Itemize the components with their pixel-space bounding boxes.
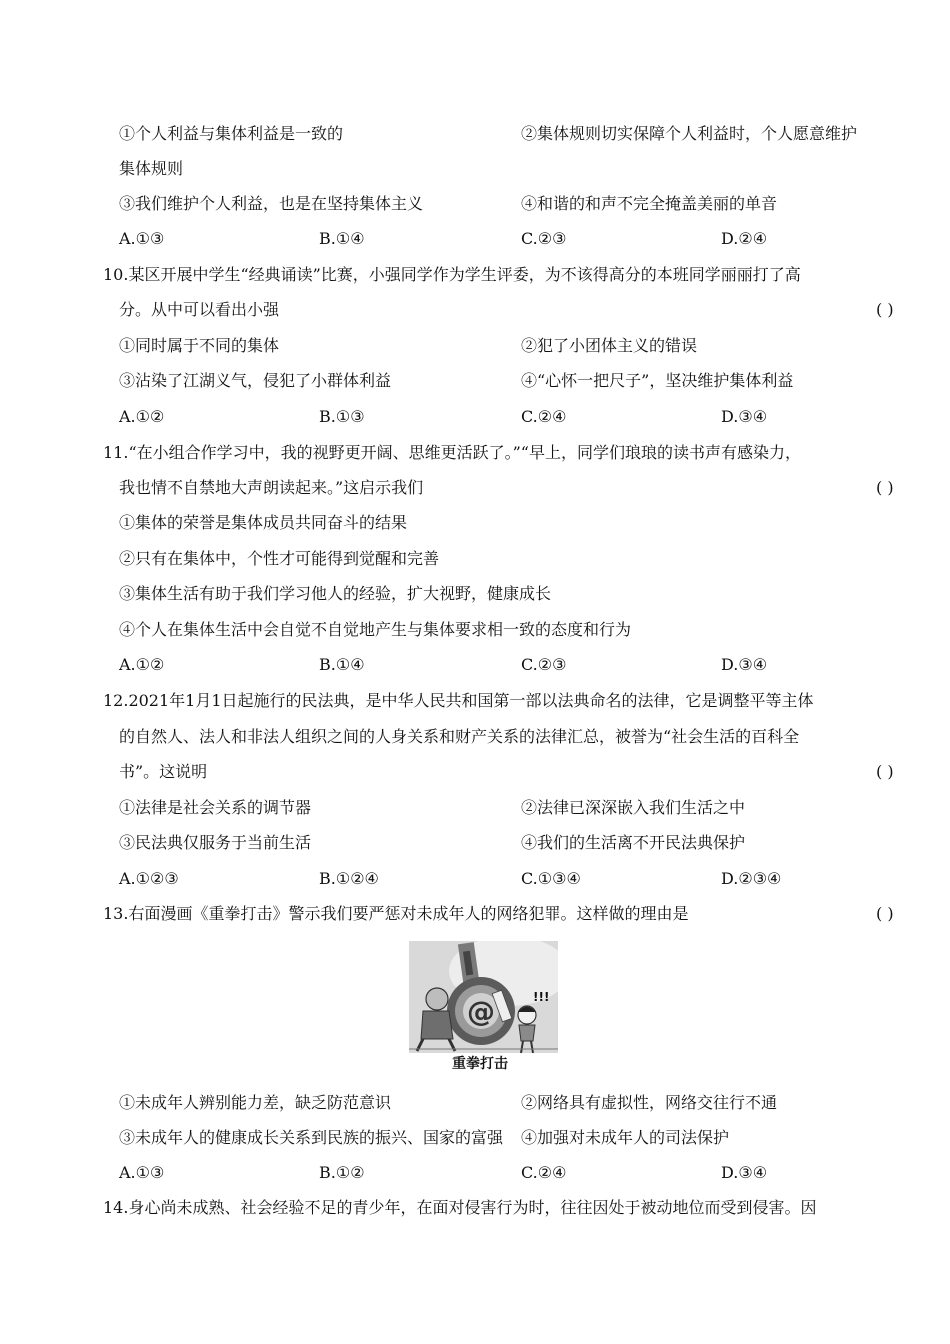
q10-option-d: D.③④ [721, 407, 768, 426]
q12-option-c: C.①③④ [521, 869, 581, 888]
q13-statement-3: ③未成年人的健康成长关系到民族的振兴、国家的富强 [119, 1128, 504, 1147]
q10-statement-3: ③沾染了江湖义气，侵犯了小群体利益 [119, 371, 392, 390]
q12-stem-line-2: 的自然人、法人和非法人组织之间的人身关系和财产关系的法律汇总，被誉为“社会生活的百科全 [119, 727, 800, 746]
q12-stem-line-3: 书”。这说明 [119, 762, 208, 781]
q10-option-a: A.①② [119, 407, 165, 426]
q12-option-a: A.①②③ [119, 869, 179, 888]
q13-statement-2: ②网络具有虚拟性，网络交往行不通 [521, 1093, 778, 1112]
q11-statement-1: ①集体的荣誉是集体成员共同奋斗的结果 [119, 513, 408, 532]
q11-option-b: B.①④ [319, 655, 365, 674]
svg-text:!!!: !!! [533, 990, 550, 1004]
q13-stem-line-1: 13.右面漫画《重拳打击》警示我们要严惩对未成年人的网络犯罪。这样做的理由是 [103, 904, 689, 923]
q9-statement-3: ③我们维护个人利益，也是在坚持集体主义 [119, 194, 424, 213]
q13-statement-4: ④加强对未成年人的司法保护 [521, 1128, 730, 1147]
q10-stem-line-2: 分。从中可以看出小强 [119, 300, 280, 319]
q12-answer-bracket: ( ) [876, 762, 894, 781]
q9-option-c: C.②③ [521, 229, 567, 248]
q9-statement-1: ①个人利益与集体利益是一致的 [119, 124, 344, 143]
q12-statement-4: ④我们的生活离不开民法典保护 [521, 833, 746, 852]
q9-statement-2-cont: 集体规则 [119, 159, 184, 178]
q13-statement-1: ①未成年人辨别能力差，缺乏防范意识 [119, 1093, 392, 1112]
q13-option-d: D.③④ [721, 1163, 768, 1182]
q10-statement-1: ①同时属于不同的集体 [119, 336, 280, 355]
q13-option-a: A.①③ [119, 1163, 165, 1182]
q12-stem-line-1: 12.2021年1月1日起施行的民法典，是中华人民共和国第一部以法典命名的法律，它是调整平等主体 [103, 691, 814, 710]
q13-option-c: C.②④ [521, 1163, 567, 1182]
q11-statement-2: ②只有在集体中，个性才可能得到觉醒和完善 [119, 549, 440, 568]
q9-statement-4: ④和谐的和声不完全掩盖美丽的单音 [521, 194, 778, 213]
q9-statement-2: ②集体规则切实保障个人利益时，个人愿意维护 [521, 124, 858, 143]
q10-stem-line-1: 10.某区开展中学生“经典诵读”比赛，小强同学作为学生评委，为不该得高分的本班同学丽丽打了高 [103, 265, 801, 284]
q12-statement-3: ③民法典仅服务于当前生活 [119, 833, 312, 852]
q10-statement-4: ④“心怀一把尺子”，坚决维护集体利益 [521, 371, 794, 390]
q11-stem-line-2: 我也情不自禁地大声朗读起来。”这启示我们 [119, 478, 424, 497]
cartoon-caption: 重拳打击 [452, 1056, 508, 1072]
q10-option-b: B.①③ [319, 407, 365, 426]
svg-text:@: @ [467, 995, 495, 1028]
q10-option-c: C.②④ [521, 407, 567, 426]
q14-stem-line-1: 14.身心尚未成熟、社会经验不足的青少年，在面对侵害行为时，往往因处于被动地位而受到侵害。因 [103, 1198, 817, 1217]
q11-option-c: C.②③ [521, 655, 567, 674]
q12-option-d: D.②③④ [721, 869, 782, 888]
q11-answer-bracket: ( ) [876, 478, 894, 497]
q10-statement-2: ②犯了小团体主义的错误 [521, 336, 698, 355]
q12-statement-1: ①法律是社会关系的调节器 [119, 798, 312, 817]
q11-statement-3: ③集体生活有助于我们学习他人的经验，扩大视野，健康成长 [119, 584, 552, 603]
q11-statement-4: ④个人在集体生活中会自觉不自觉地产生与集体要求相一致的态度和行为 [119, 620, 632, 639]
q9-option-d: D.②④ [721, 229, 768, 248]
q11-stem-line-1: 11.“在小组合作学习中，我的视野更开阔、思维更活跃了。”“早上，同学们琅琅的读书声有感染力， [103, 443, 801, 462]
q9-option-b: B.①④ [319, 229, 365, 248]
q13-answer-bracket: ( ) [876, 904, 894, 923]
q12-option-b: B.①②④ [319, 869, 379, 888]
q9-option-a: A.①③ [119, 229, 165, 248]
q11-option-d: D.③④ [721, 655, 768, 674]
q10-answer-bracket: ( ) [876, 300, 894, 319]
q12-statement-2: ②法律已深深嵌入我们生活之中 [521, 798, 746, 817]
q11-option-a: A.①② [119, 655, 165, 674]
q13-option-b: B.①② [319, 1163, 365, 1182]
